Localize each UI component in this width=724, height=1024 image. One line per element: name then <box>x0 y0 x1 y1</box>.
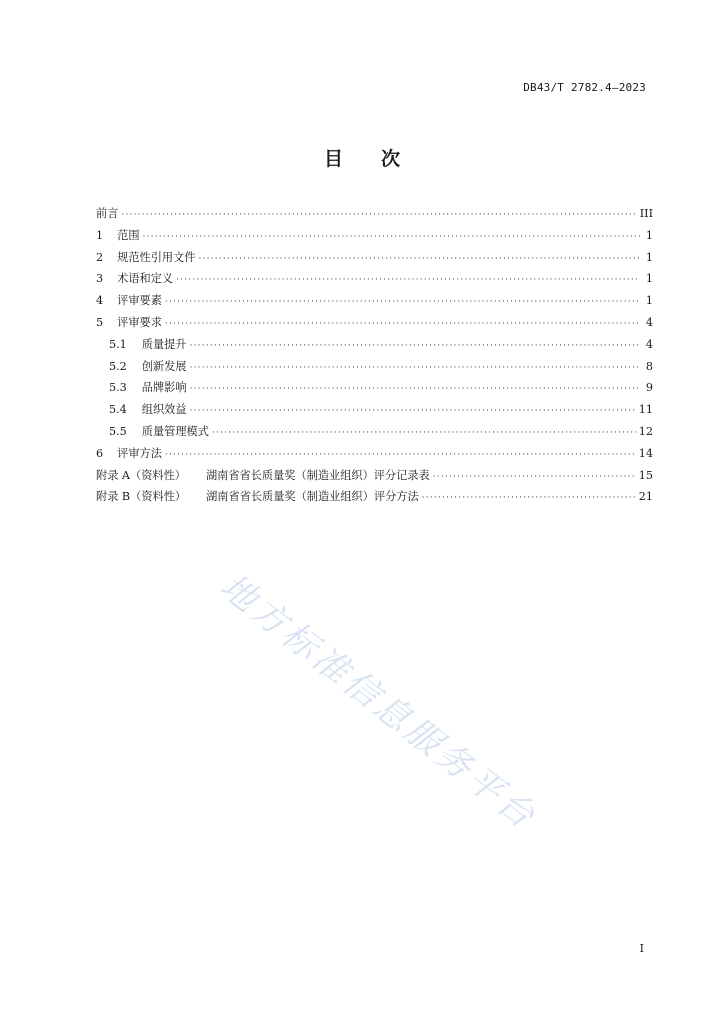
toc-page-number: 1 <box>645 250 653 264</box>
toc-entry-3[interactable] <box>96 268 653 290</box>
toc-number: 5.4 <box>109 403 127 417</box>
toc-entry-5-4[interactable] <box>96 399 653 421</box>
toc-entry-appendix-b[interactable] <box>96 486 653 508</box>
toc-entry-6[interactable] <box>96 443 653 465</box>
toc-number: 2 <box>96 250 104 264</box>
toc-number: 6 <box>96 446 104 460</box>
toc-number: 3 <box>96 272 104 286</box>
toc-entry-5-1[interactable] <box>96 334 653 356</box>
toc-label: 质量提升 <box>141 337 187 351</box>
watermark: 地方标准信息服务平台 <box>212 566 545 839</box>
toc-entry-foreword[interactable] <box>96 203 653 225</box>
toc-page-number: III <box>639 207 653 220</box>
toc-page-number: 11 <box>638 403 653 417</box>
page-title-char-1: 目 <box>323 148 343 170</box>
toc-label: 质量管理模式 <box>141 424 209 438</box>
toc-label: 评审要求 <box>117 315 162 329</box>
toc-page-number: 4 <box>645 315 653 329</box>
toc-leader-dots <box>422 488 636 510</box>
toc-leader-dots <box>165 445 636 467</box>
toc-label: 创新发展 <box>141 359 187 373</box>
toc-leader-dots <box>121 205 636 227</box>
toc-label: 术语和定义 <box>117 272 174 286</box>
toc-page-number: 1 <box>645 272 653 286</box>
toc-page-number: 12 <box>638 424 653 438</box>
toc-appendix-prefix: 附录 B（资料性） <box>96 490 187 504</box>
toc-leader-dots <box>190 336 640 358</box>
toc-label: 评审方法 <box>117 446 162 460</box>
page-title <box>0 144 724 171</box>
toc-number: 5.5 <box>109 424 127 438</box>
toc-leader-dots <box>190 358 640 380</box>
toc-entry-5[interactable] <box>96 312 653 334</box>
toc-entry-1[interactable] <box>96 225 653 247</box>
toc-label: 湖南省省长质量奖（制造业组织）评分记录表 <box>205 468 430 482</box>
toc-entry-5-5[interactable] <box>96 421 653 443</box>
toc-entry-5-2[interactable] <box>96 356 653 378</box>
toc-appendix-prefix: 附录 A（资料性） <box>96 468 186 482</box>
toc-label: 规范性引用文件 <box>117 250 196 264</box>
toc-page-number: 4 <box>645 337 653 351</box>
toc-label: 范围 <box>117 228 140 242</box>
toc-page-number: 1 <box>645 294 653 308</box>
toc-label: 评审要素 <box>117 294 162 308</box>
toc-leader-dots <box>198 249 640 271</box>
toc-page-number: 1 <box>645 228 653 242</box>
toc-leader-dots <box>212 423 636 445</box>
toc-leader-dots <box>190 401 636 423</box>
toc-leader-dots <box>176 270 640 292</box>
toc-entry-appendix-a[interactable] <box>96 465 653 487</box>
toc-number: 5.3 <box>109 381 127 395</box>
toc-number: 4 <box>96 294 104 308</box>
toc-leader-dots <box>190 379 640 401</box>
toc-label: 前言 <box>96 207 119 220</box>
toc-page-number: 8 <box>645 359 653 373</box>
toc-page-number: 21 <box>638 490 653 504</box>
toc-entry-2[interactable] <box>96 247 653 269</box>
toc-entry-5-3[interactable] <box>96 377 653 399</box>
toc-leader-dots <box>433 467 636 489</box>
toc-page-number: 9 <box>645 381 653 395</box>
toc-number: 5 <box>96 315 104 329</box>
page-title-char-2: 次 <box>381 148 401 170</box>
toc-leader-dots <box>165 314 640 336</box>
toc-number: 1 <box>96 228 104 242</box>
toc-leader-dots <box>165 292 640 314</box>
toc-page-number: 14 <box>638 446 653 460</box>
toc-leader-dots <box>143 227 640 249</box>
toc-label: 品牌影响 <box>141 381 187 395</box>
toc-label: 组织效益 <box>141 403 187 417</box>
toc-page-number: 15 <box>638 468 653 482</box>
page-number: I <box>639 942 644 955</box>
toc-label: 湖南省省长质量奖（制造业组织）评分方法 <box>206 490 419 504</box>
toc-number: 5.2 <box>109 359 127 373</box>
toc-entry-4[interactable] <box>96 290 653 312</box>
standard-code: DB43/T 2782.4—2023 <box>523 81 646 94</box>
table-of-contents <box>96 203 653 508</box>
toc-number: 5.1 <box>109 337 127 351</box>
